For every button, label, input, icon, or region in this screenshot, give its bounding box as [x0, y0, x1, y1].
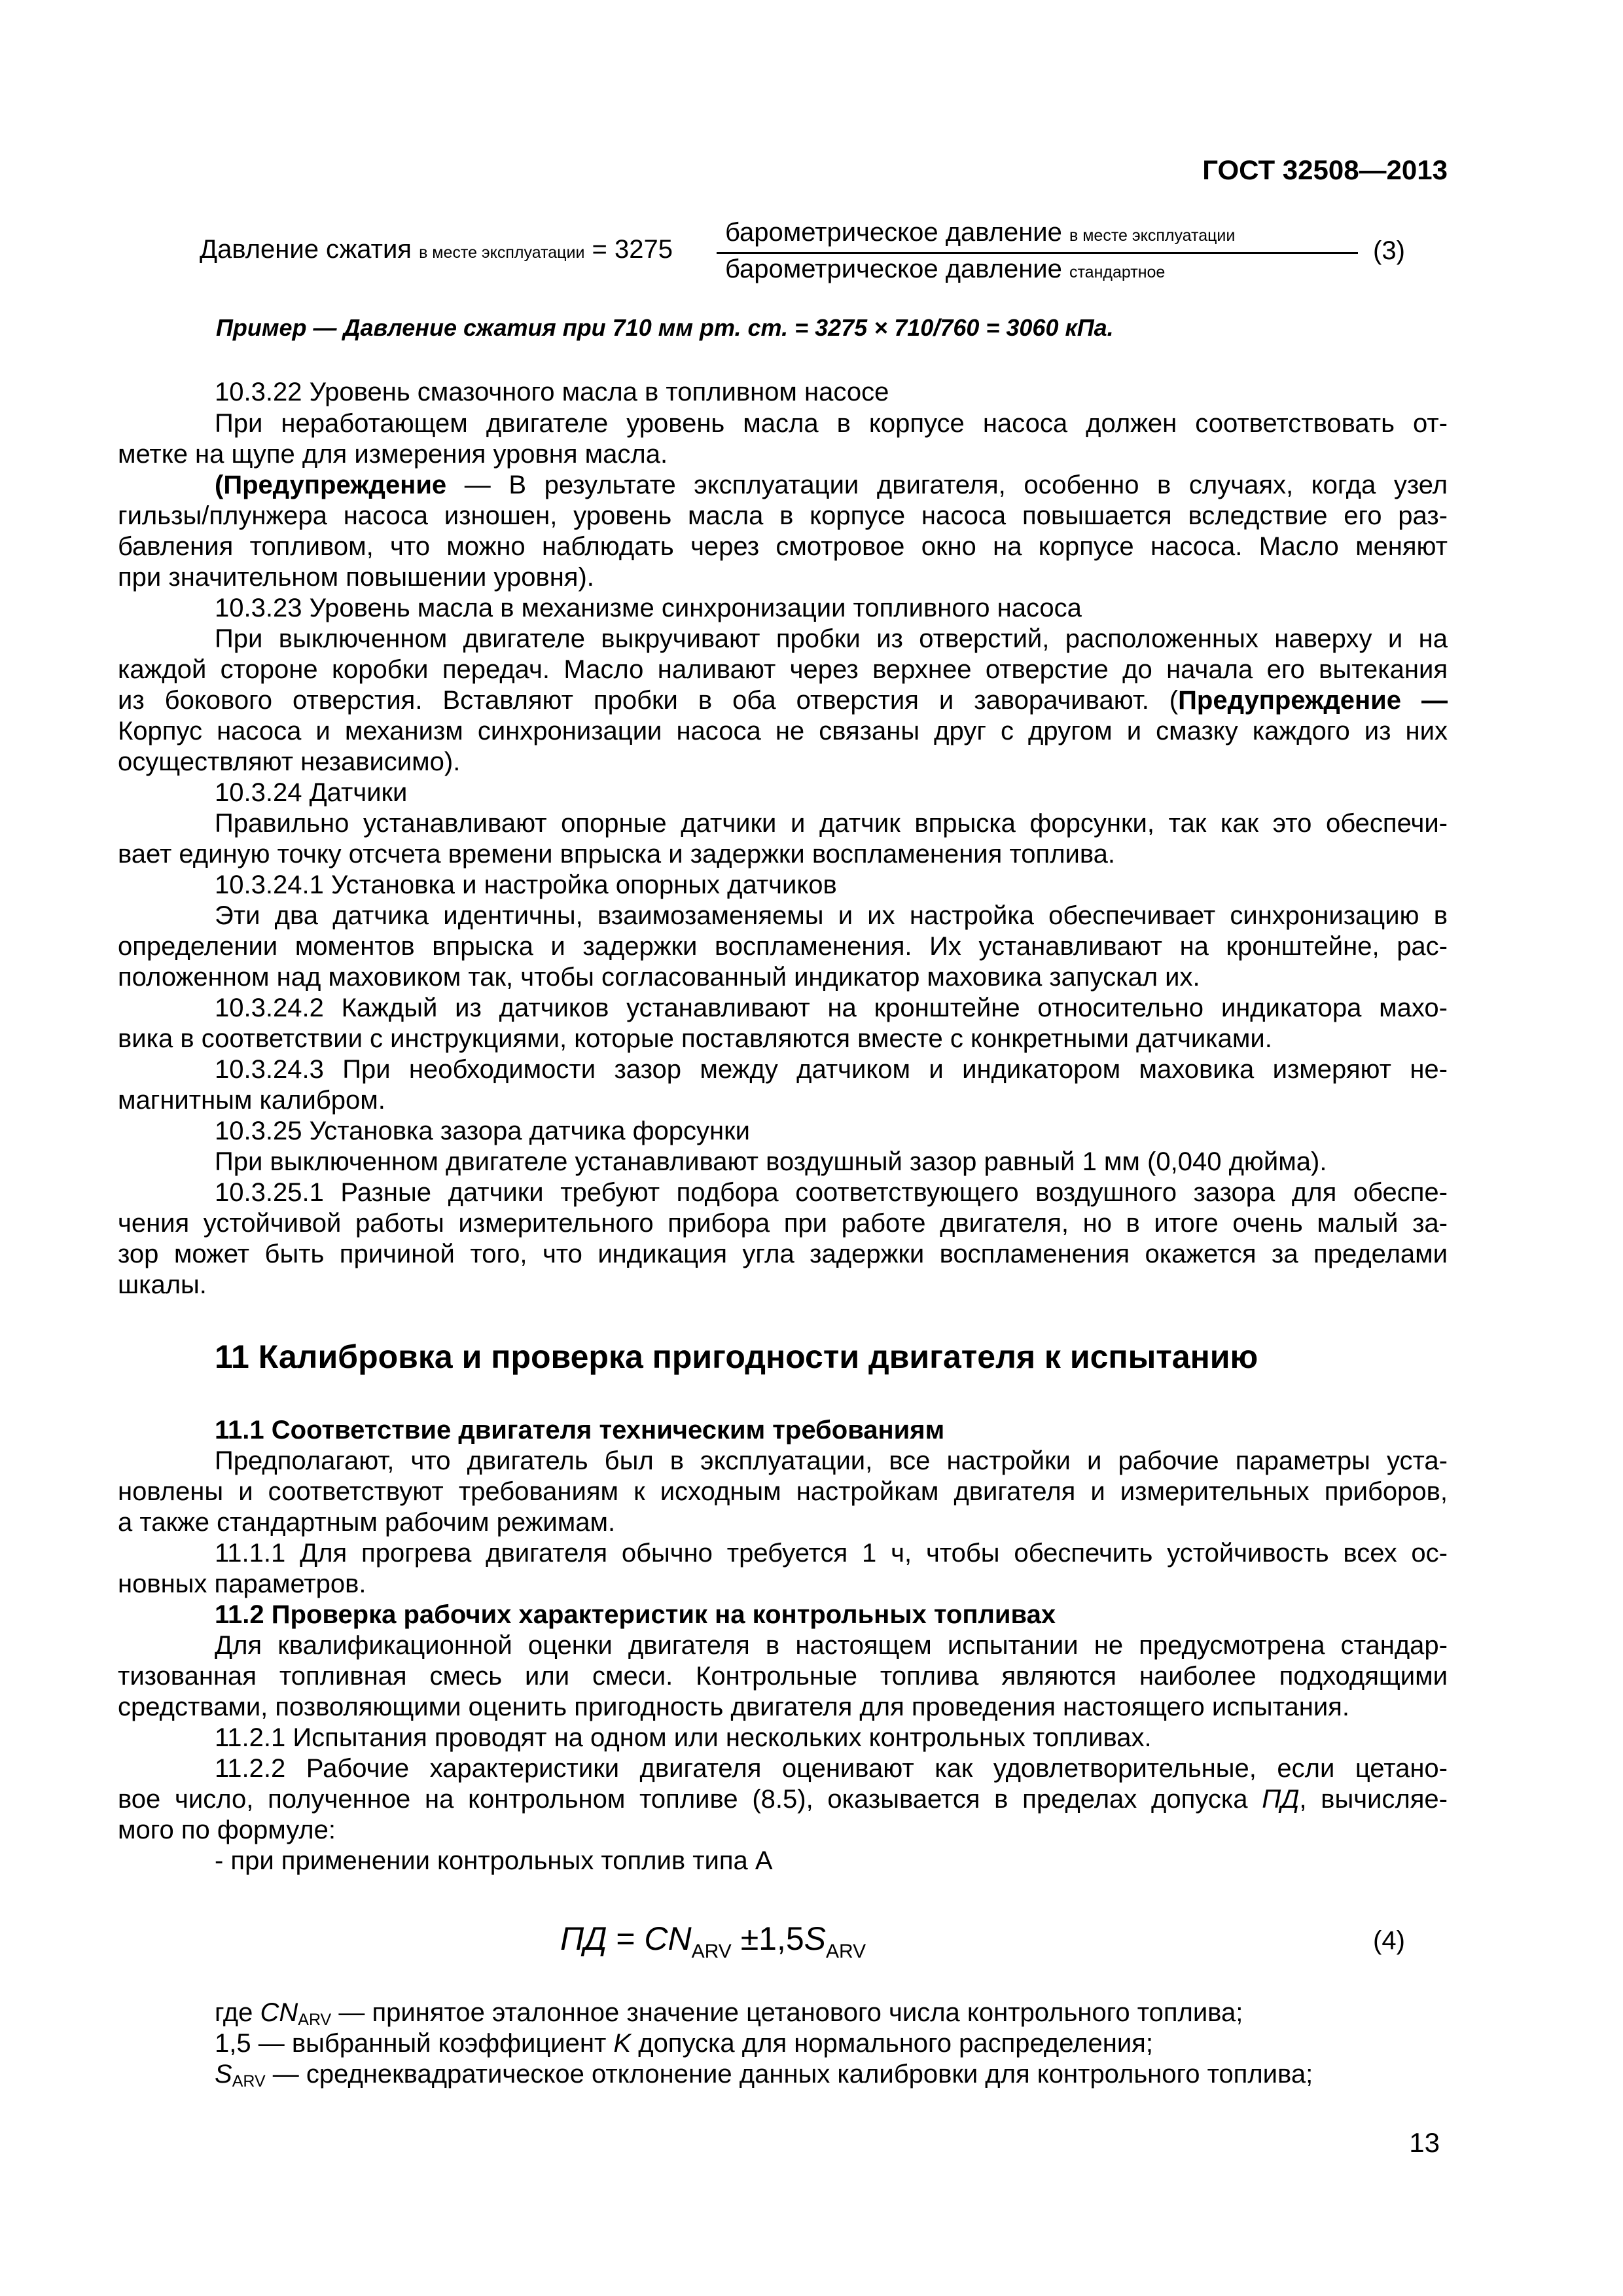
text-line: При выключенном двигателе устанавливают воздушный зазор равный 1 мм (0,040 дюйма).: [215, 1147, 1327, 1176]
formula-3-lhs: Давление сжатия в месте эксплуатации = 3275: [200, 235, 673, 264]
text-line: новлены и соответствуют требованиям к исходным настройкам двигателя и измерительных приборов,: [118, 1477, 1448, 1506]
formula-3-lhs-subscript: в месте эксплуатации: [419, 243, 585, 262]
text-line: новных параметров.: [118, 1570, 366, 1598]
text-line: Для квалификационной оценки двигателя в настоящем испытании не предусмотрена стандар-: [215, 1631, 1448, 1660]
text-line: гильзы/плунжера насоса изношен, уровень масла в корпусе насоса повышается вследствие его раз-: [118, 501, 1448, 530]
section-11-heading: 11 Калибровка и проверка пригодности двигателя к испытанию: [215, 1338, 1258, 1375]
text-line: бавления топливом, что можно наблюдать через смотровое окно на корпусе насоса. Масло меняют: [118, 532, 1448, 561]
text-line: определении моментов впрыска и задержки воспламенения. Их устанавливают на кронштейне, рас-: [118, 932, 1448, 961]
formula-3-numerator: барометрическое давление в месте эксплуатации: [725, 218, 1236, 247]
subsection-11-2-heading: 11.2 Проверка рабочих характеристик на контрольных топливах: [215, 1600, 1056, 1629]
text-line: Предполагают, что двигатель был в эксплуатации, все настройки и рабочие параметры уста-: [215, 1446, 1448, 1475]
text-line: вое число, полученное на контрольном топливе (8.5), оказывается в пределах допуска ПД, вычисляе-: [118, 1785, 1448, 1814]
text-line: вика в соответствии с инструкциями, которые поставляются вместе с конкретными датчиками.: [118, 1024, 1272, 1053]
text-line: мого по формуле:: [118, 1816, 336, 1844]
clause-11-2-2: 11.2.2 Рабочие характеристики двигателя оценивают как удовлетворительные, если цетано-: [215, 1754, 1448, 1783]
text-line: а также стандартным рабочим режимам.: [118, 1508, 616, 1537]
text-line: при значительном повышении уровня).: [118, 563, 594, 592]
clause-10-3-24-3: 10.3.24.3 При необходимости зазор между датчиком и индикатором маховика измеряют не-: [215, 1055, 1448, 1084]
text-line: чения устойчивой работы измерительного прибора при работе двигателя, но в итоге очень малый за-: [118, 1209, 1448, 1238]
clause-10-3-24-2: 10.3.24.2 Каждый из датчиков устанавливают на кронштейне относительно индикатора махо-: [215, 994, 1448, 1022]
where-line-2: 1,5 — выбранный коэффициент K допуска для нормального распределения;: [215, 2029, 1153, 2058]
text-line: вает единую точку отсчета времени впрыска и задержки воспламенения топлива.: [118, 840, 1116, 869]
text-line: каждой стороне коробки передач. Масло наливают через верхнее отверстие до начала его вытекания: [118, 655, 1448, 684]
clause-10-3-22: 10.3.22 Уровень смазочного масла в топливном насосе: [215, 378, 889, 406]
where-line-1: где $CN_{ARV}$ — принятое эталонное значение цетанового числа контрольного топлива;: [215, 1998, 1243, 2029]
formula-3-denominator: барометрическое давление стандартное: [725, 255, 1166, 283]
warning-line: (Предупреждение — В результате эксплуатации двигателя, особенно в случаях, когда узел: [215, 471, 1448, 499]
text-line: положенном над маховиком так, чтобы согласованный индикатор маховика запускал их.: [118, 963, 1200, 992]
page-number: 13: [1409, 2127, 1440, 2158]
text-line: Правильно устанавливают опорные датчики и датчик впрыска форсунки, так как это обеспечи-: [215, 809, 1448, 838]
text-line: тизованная топливная смесь или смеси. Контрольные топлива являются наиболее подходящими: [118, 1662, 1448, 1691]
formula-4-number: (4): [1373, 1926, 1405, 1955]
text-line: магнитным калибром.: [118, 1086, 385, 1115]
text-line: зор может быть причиной того, что индикация угла задержки воспламенения окажется за пределами: [118, 1240, 1448, 1268]
text-line: шкалы.: [118, 1270, 207, 1299]
text-line: осуществляют независимо).: [118, 747, 461, 776]
formula-4: ПД = $CN_{ARV} \pm 1,5S_{ARV}$: [560, 1920, 866, 1962]
text-line: При неработающем двигателе уровень масла в корпусе насоса должен соответствовать от-: [215, 409, 1448, 438]
text-line: Корпус насоса и механизм синхронизации насоса не связаны друг с другом и смазку каждого из них: [118, 717, 1448, 745]
text-line: При выключенном двигателе выкручивают пробки из отверстий, расположенных наверху и на: [215, 624, 1448, 653]
document-header: ГОСТ 32508—2013: [1202, 154, 1448, 185]
clause-10-3-25-1: 10.3.25.1 Разные датчики требуют подбора соответствующего воздушного зазора для обеспе-: [215, 1178, 1448, 1207]
clause-10-3-23: 10.3.23 Уровень масла в механизме синхронизации топливного насоса: [215, 594, 1082, 622]
clause-10-3-24-1: 10.3.24.1 Установка и настройка опорных датчиков: [215, 870, 837, 899]
text-line: средствами, позволяющими оценить пригодность двигателя для проведения настоящего испытания.: [118, 1693, 1349, 1721]
clause-11-2-1: 11.2.1 Испытания проводят на одном или нескольких контрольных топливах.: [215, 1723, 1152, 1752]
text-line: Эти два датчика идентичны, взаимозаменяемы и их настройка обеспечивает синхронизацию в: [215, 901, 1448, 930]
clause-11-1-1: 11.1.1 Для прогрева двигателя обычно требуется 1 ч, чтобы обеспечить устойчивость всех ос-: [215, 1539, 1448, 1568]
text-line: из бокового отверстия. Вставляют пробки в оба отверстия и заворачивают. (Предупреждение —: [118, 686, 1448, 715]
example-note: Пример — Давление сжатия при 710 мм рт. ст. = 3275 × 710/760 = 3060 кПа.: [216, 314, 1114, 341]
list-item: - при применении контрольных топлив типа А: [215, 1846, 773, 1875]
formula-3-number: (3): [1373, 236, 1405, 265]
clause-10-3-25: 10.3.25 Установка зазора датчика форсунки: [215, 1117, 750, 1145]
where-line-3: $S_{ARV}$ — среднеквадратическое отклонение данных калибровки для контрольного топлива;: [215, 2060, 1313, 2090]
subsection-11-1-heading: 11.1 Соответствие двигателя техническим требованиям: [215, 1416, 945, 1444]
clause-10-3-24: 10.3.24 Датчики: [215, 778, 408, 807]
text-line: метке на щупе для измерения уровня масла.: [118, 440, 668, 469]
